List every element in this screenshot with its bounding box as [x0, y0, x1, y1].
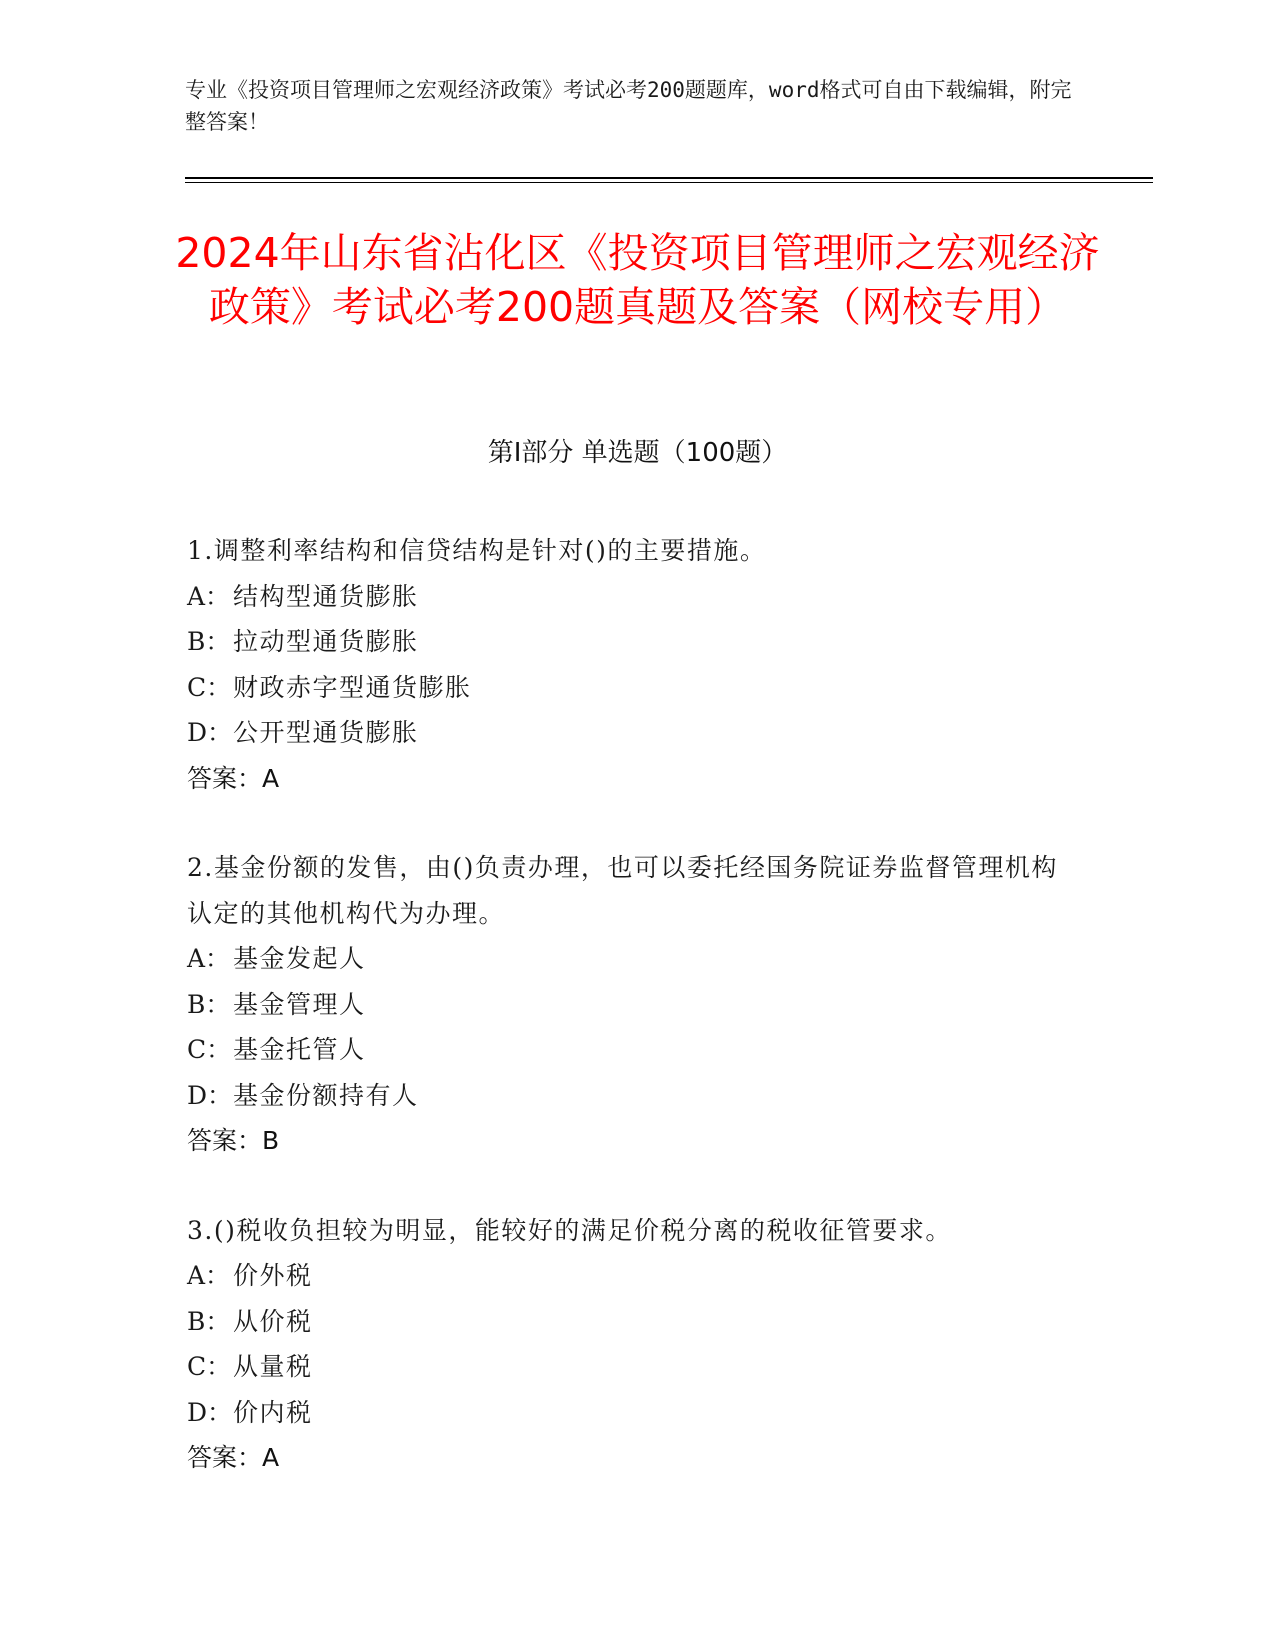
answer-line — [187, 756, 1067, 802]
option-letter: D： — [187, 1397, 233, 1427]
option-d — [187, 1390, 1067, 1436]
header-note: 专业《投资项目管理师之宏观经济政策》考试必考200题题库，word格式可自由下载编辑，附完整答案！ — [185, 78, 1072, 134]
answer-value: B — [262, 1126, 280, 1155]
option-letter: B： — [187, 627, 231, 656]
option-text: 从价税 — [233, 1306, 313, 1336]
document-title: 2024年山东省沾化区《投资项目管理师之宏观经济政策》考试必考200题真题及答案（网校专用） — [175, 229, 1100, 331]
option-c — [187, 1344, 1067, 1390]
option-letter: B： — [187, 989, 231, 1019]
option-text: 基金托管人 — [233, 1035, 366, 1064]
question-2 — [187, 845, 1067, 1164]
option-text: 基金管理人 — [233, 989, 366, 1019]
question-stem: 3.()税收负担较为明显，能较好的满足价税分离的税收征管要求。 — [187, 1215, 952, 1245]
option-letter: A： — [187, 944, 231, 973]
option-c — [187, 1027, 1067, 1073]
option-text: 价外税 — [233, 1261, 313, 1290]
option-letter: C： — [187, 672, 232, 702]
answer-label: 答案： — [187, 1443, 263, 1472]
option-text: 价内税 — [233, 1397, 313, 1427]
question-stem: 2.基金份额的发售，由()负责办理，也可以委托经国务院证券监督管理机构认定的其他机构代为办理。 — [187, 853, 1058, 928]
option-text: 基金份额持有人 — [233, 1080, 419, 1110]
answer-line — [187, 1435, 1067, 1481]
option-letter: C： — [187, 1035, 232, 1064]
option-b — [187, 1299, 1067, 1345]
option-letter: A： — [187, 1261, 231, 1290]
option-a — [187, 1253, 1067, 1299]
option-b — [187, 982, 1067, 1028]
section-title: 第I部分 单选题（100题） — [487, 438, 788, 468]
question-3 — [187, 1208, 1067, 1481]
option-text: 从量税 — [233, 1352, 313, 1381]
header-rule-thick — [185, 177, 1153, 179]
option-letter: A： — [187, 581, 231, 611]
answer-value: A — [262, 763, 280, 793]
question-list — [187, 528, 1067, 1525]
option-b — [187, 619, 1067, 665]
question-stem: 1.调整利率结构和信贷结构是针对()的主要措施。 — [187, 536, 767, 565]
option-c — [187, 665, 1067, 711]
option-letter: B： — [187, 1306, 231, 1336]
answer-value: A — [262, 1443, 280, 1472]
option-d — [187, 710, 1067, 756]
option-letter: D： — [187, 718, 233, 747]
header-rule-thin — [185, 182, 1153, 183]
answer-label: 答案： — [187, 763, 263, 793]
option-text: 基金发起人 — [233, 944, 366, 973]
option-a — [187, 574, 1067, 620]
question-1 — [187, 528, 1067, 801]
option-d — [187, 1073, 1067, 1119]
option-text: 拉动型通货膨胀 — [233, 627, 419, 656]
option-a — [187, 936, 1067, 982]
option-text: 公开型通货膨胀 — [233, 718, 419, 747]
answer-label: 答案： — [187, 1126, 263, 1155]
option-letter: C： — [187, 1352, 232, 1381]
option-text: 财政赤字型通货膨胀 — [233, 672, 472, 702]
option-letter: D： — [187, 1080, 233, 1110]
answer-line — [187, 1118, 1067, 1164]
option-text: 结构型通货膨胀 — [233, 581, 419, 611]
